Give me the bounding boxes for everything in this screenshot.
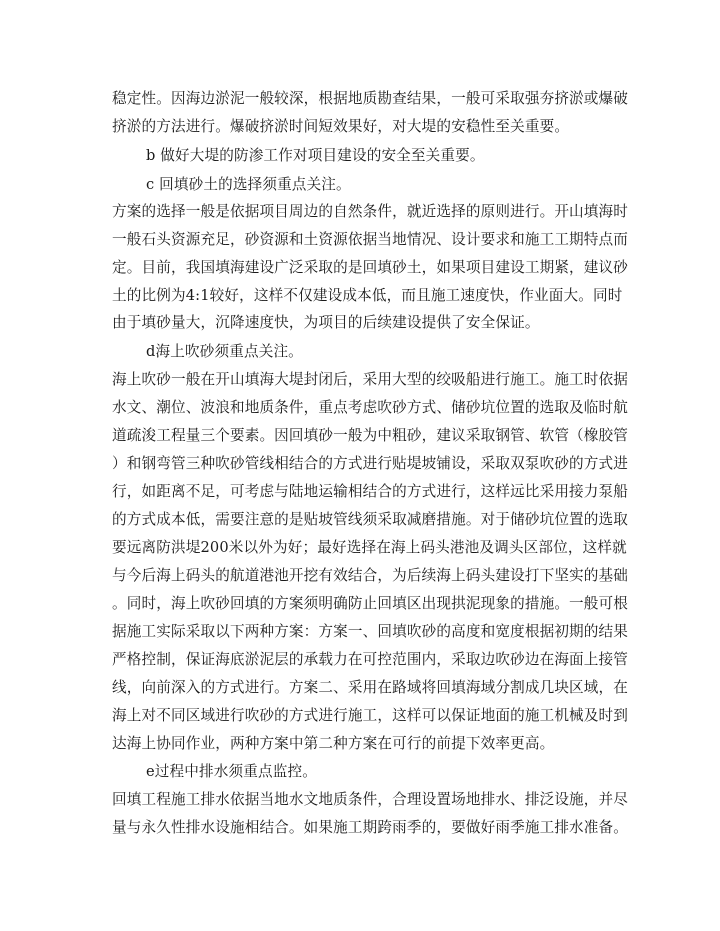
- text-line: 的方式成本低，需要注意的是贴坡管线须采取减磨措施。对于储砂坑位置的选取: [112, 511, 629, 528]
- text-line: 方案的选择一般是依据项目周边的自然条件，就近选择的原则进行。开山填海时: [112, 203, 629, 220]
- text-line: 海上吹砂一般在开山填海大堤封闭后，采用大型的绞吸船进行施工。施工时依据: [112, 371, 629, 388]
- text-line: 海上对不同区域进行吹砂的方式进行施工，这样可以保证地面的施工机械及时到: [112, 707, 629, 724]
- text-line: 线，向前深入的方式进行。方案二、采用在路域将回填海域分割成几块区域，在: [112, 679, 629, 696]
- text-line: 土的比例为4:1较好，这样不仅建设成本低，而且施工速度快，作业面大。同时: [112, 287, 623, 304]
- text-line: 量与永久性排水设施相结合。如果施工期跨雨季的，要做好雨季施工排水准备。: [112, 819, 629, 836]
- text-line: 稳定性。因海边淤泥一般较深，根据地质勘查结果，一般可采取强夯挤淤或爆破: [112, 90, 629, 107]
- list-item-d: d海上吹砂须重点关注。: [146, 343, 303, 360]
- text-line: 由于填砂量大，沉降速度快，为项目的后续建设提供了安全保证。: [112, 314, 540, 331]
- text-line: 达海上协同作业，两种方案中第二种方案在可行的前提下效率更高。: [112, 735, 555, 752]
- text-line: 要远离防洪堤200米以外为好；最好选择在海上码头港池及调头区部位，这样就: [112, 539, 627, 556]
- text-line: 严格控制，保证海底淤泥层的承载力在可控范围内，采取边吹砂边在海面上接管: [112, 651, 629, 668]
- text-line: 据施工实际采取以下两种方案：方案一、回填吹砂的高度和宽度根据初期的结果: [112, 623, 629, 640]
- list-item-e: e过程中排水须重点监控。: [146, 763, 317, 780]
- text-line: 。同时，海上吹砂回填的方案须明确防止回填区出现拱泥现象的措施。一般可根: [112, 595, 629, 612]
- text-line: 挤淤的方法进行。爆破挤淤时间短效果好，对大堤的安稳性至关重要。: [112, 118, 570, 135]
- text-line: 一般石头资源充足，砂资源和土资源依据当地情况、设计要求和施工工期特点而: [112, 231, 629, 248]
- text-line: 行，如距离不足，可考虑与陆地运输相结合的方式进行，这样远比采用接力泵船: [112, 483, 629, 500]
- list-item-b: b 做好大堤的防渗工作对项目建设的安全至关重要。: [146, 147, 485, 164]
- text-line: 道疏浚工程量三个要素。因回填砂一般为中粗砂，建议采取钢管、软管（橡胶管: [112, 427, 629, 444]
- text-line: 水文、潮位、波浪和地质条件，重点考虑吹砂方式、储砂坑位置的选取及临时航: [112, 399, 629, 416]
- text-line: 回填工程施工排水依据当地水文地质条件，合理设置场地排水、排泛设施，并尽: [112, 791, 629, 808]
- text-line: 与今后海上码头的航道港池开挖有效结合，为后续海上码头建设打下坚实的基础: [112, 567, 629, 584]
- list-item-c: c 回填砂土的选择须重点关注。: [146, 176, 351, 193]
- text-line: ）和钢弯管三种吹砂管线相结合的方式进行贴堤坡铺设，采取双泵吹砂的方式进: [112, 455, 629, 472]
- text-line: 定。目前，我国填海建设广泛采取的是回填砂土，如果项目建设工期紧，建议砂: [112, 259, 629, 276]
